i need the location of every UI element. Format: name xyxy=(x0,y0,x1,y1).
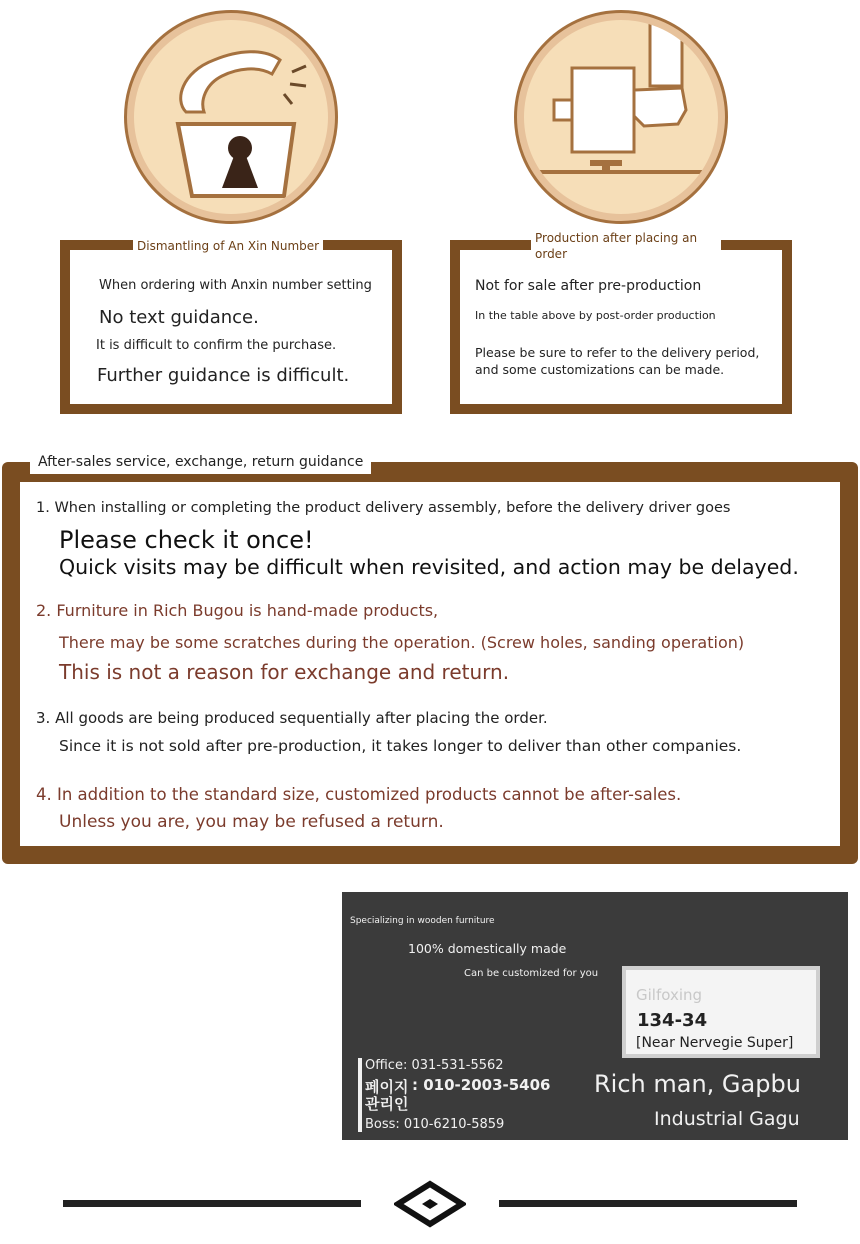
page-label: 페이지 xyxy=(365,1078,409,1096)
page-number: : 010-2003-5406 xyxy=(412,1076,551,1094)
production-line-3: Please be sure to refer to the delivery period, xyxy=(475,345,760,360)
footer-rule-left xyxy=(63,1200,361,1207)
diamond-ornament-icon xyxy=(394,1180,466,1228)
production-line-2: In the table above by post-order production xyxy=(475,309,716,322)
phone-padlock-icon xyxy=(134,20,328,214)
anxin-line-1: When ordering with Anxin number setting xyxy=(99,278,372,293)
anxin-box-label: Dismantling of An Xin Number xyxy=(133,238,323,254)
item2-line1: There may be some scratches during the operation. (Screw holes, sanding operation) xyxy=(59,633,745,652)
item1-heading: 1. When installing or completing the product delivery assembly, before the delivery driver goes xyxy=(36,500,731,516)
production-line-4: and some customizations can be made. xyxy=(475,362,725,377)
office-phone: Office: 031-531-5562 xyxy=(365,1058,504,1073)
brand-subtitle: Industrial Gagu xyxy=(654,1108,800,1130)
manager-label: 관리인 xyxy=(365,1095,409,1113)
item2-heading: 2. Furniture in Rich Bugou is hand-made products, xyxy=(36,601,439,620)
card-tag-3: Can be customized for you xyxy=(464,968,599,979)
production-label-line-1: Production after placing an xyxy=(535,231,698,245)
item1-line2: Quick visits may be difficult when revisited, and action may be delayed. xyxy=(59,555,799,579)
anxin-line-3: It is difficult to confirm the purchase. xyxy=(96,338,337,353)
item4-heading: 4. In addition to the standard size, customized products cannot be after-sales. xyxy=(36,785,682,804)
boss-phone: Boss: 010-6210-5859 xyxy=(365,1117,505,1132)
production-circle xyxy=(514,10,728,224)
anxin-circle xyxy=(124,10,338,224)
production-box-label xyxy=(531,230,721,262)
anxin-line-4: Further guidance is difficult. xyxy=(97,365,350,386)
item4-line1: Unless you are, you may be refused a return. xyxy=(59,812,444,832)
card-tag-2: 100% domestically made xyxy=(408,941,567,956)
production-box xyxy=(450,240,792,414)
item3-heading: 3. All goods are being produced sequentially after placing the order. xyxy=(36,709,548,727)
production-line-1: Not for sale after pre-production xyxy=(475,278,702,294)
guidance-title: After-sales service, exchange, return guidance xyxy=(30,450,371,474)
production-label-line-2: order xyxy=(535,247,567,261)
brand-name: Rich man, Gapbu xyxy=(594,1070,801,1098)
contact-accent-bar xyxy=(358,1058,362,1132)
footer-rule-right xyxy=(499,1200,797,1207)
drill-workbench-icon xyxy=(524,20,718,214)
item3-line1: Since it is not sold after pre-production, it takes longer to deliver than other companies. xyxy=(59,737,742,755)
address-line-3: [Near Nervegie Super] xyxy=(636,1035,794,1051)
item2-line2: This is not a reason for exchange and return. xyxy=(59,660,510,684)
anxin-line-2: No text guidance. xyxy=(99,307,259,328)
address-line-1: Gilfoxing xyxy=(636,986,703,1004)
address-line-2: 134-34 xyxy=(637,1010,708,1031)
card-tag-1: Specializing in wooden furniture xyxy=(350,916,495,926)
item1-line1: Please check it once! xyxy=(59,526,314,554)
